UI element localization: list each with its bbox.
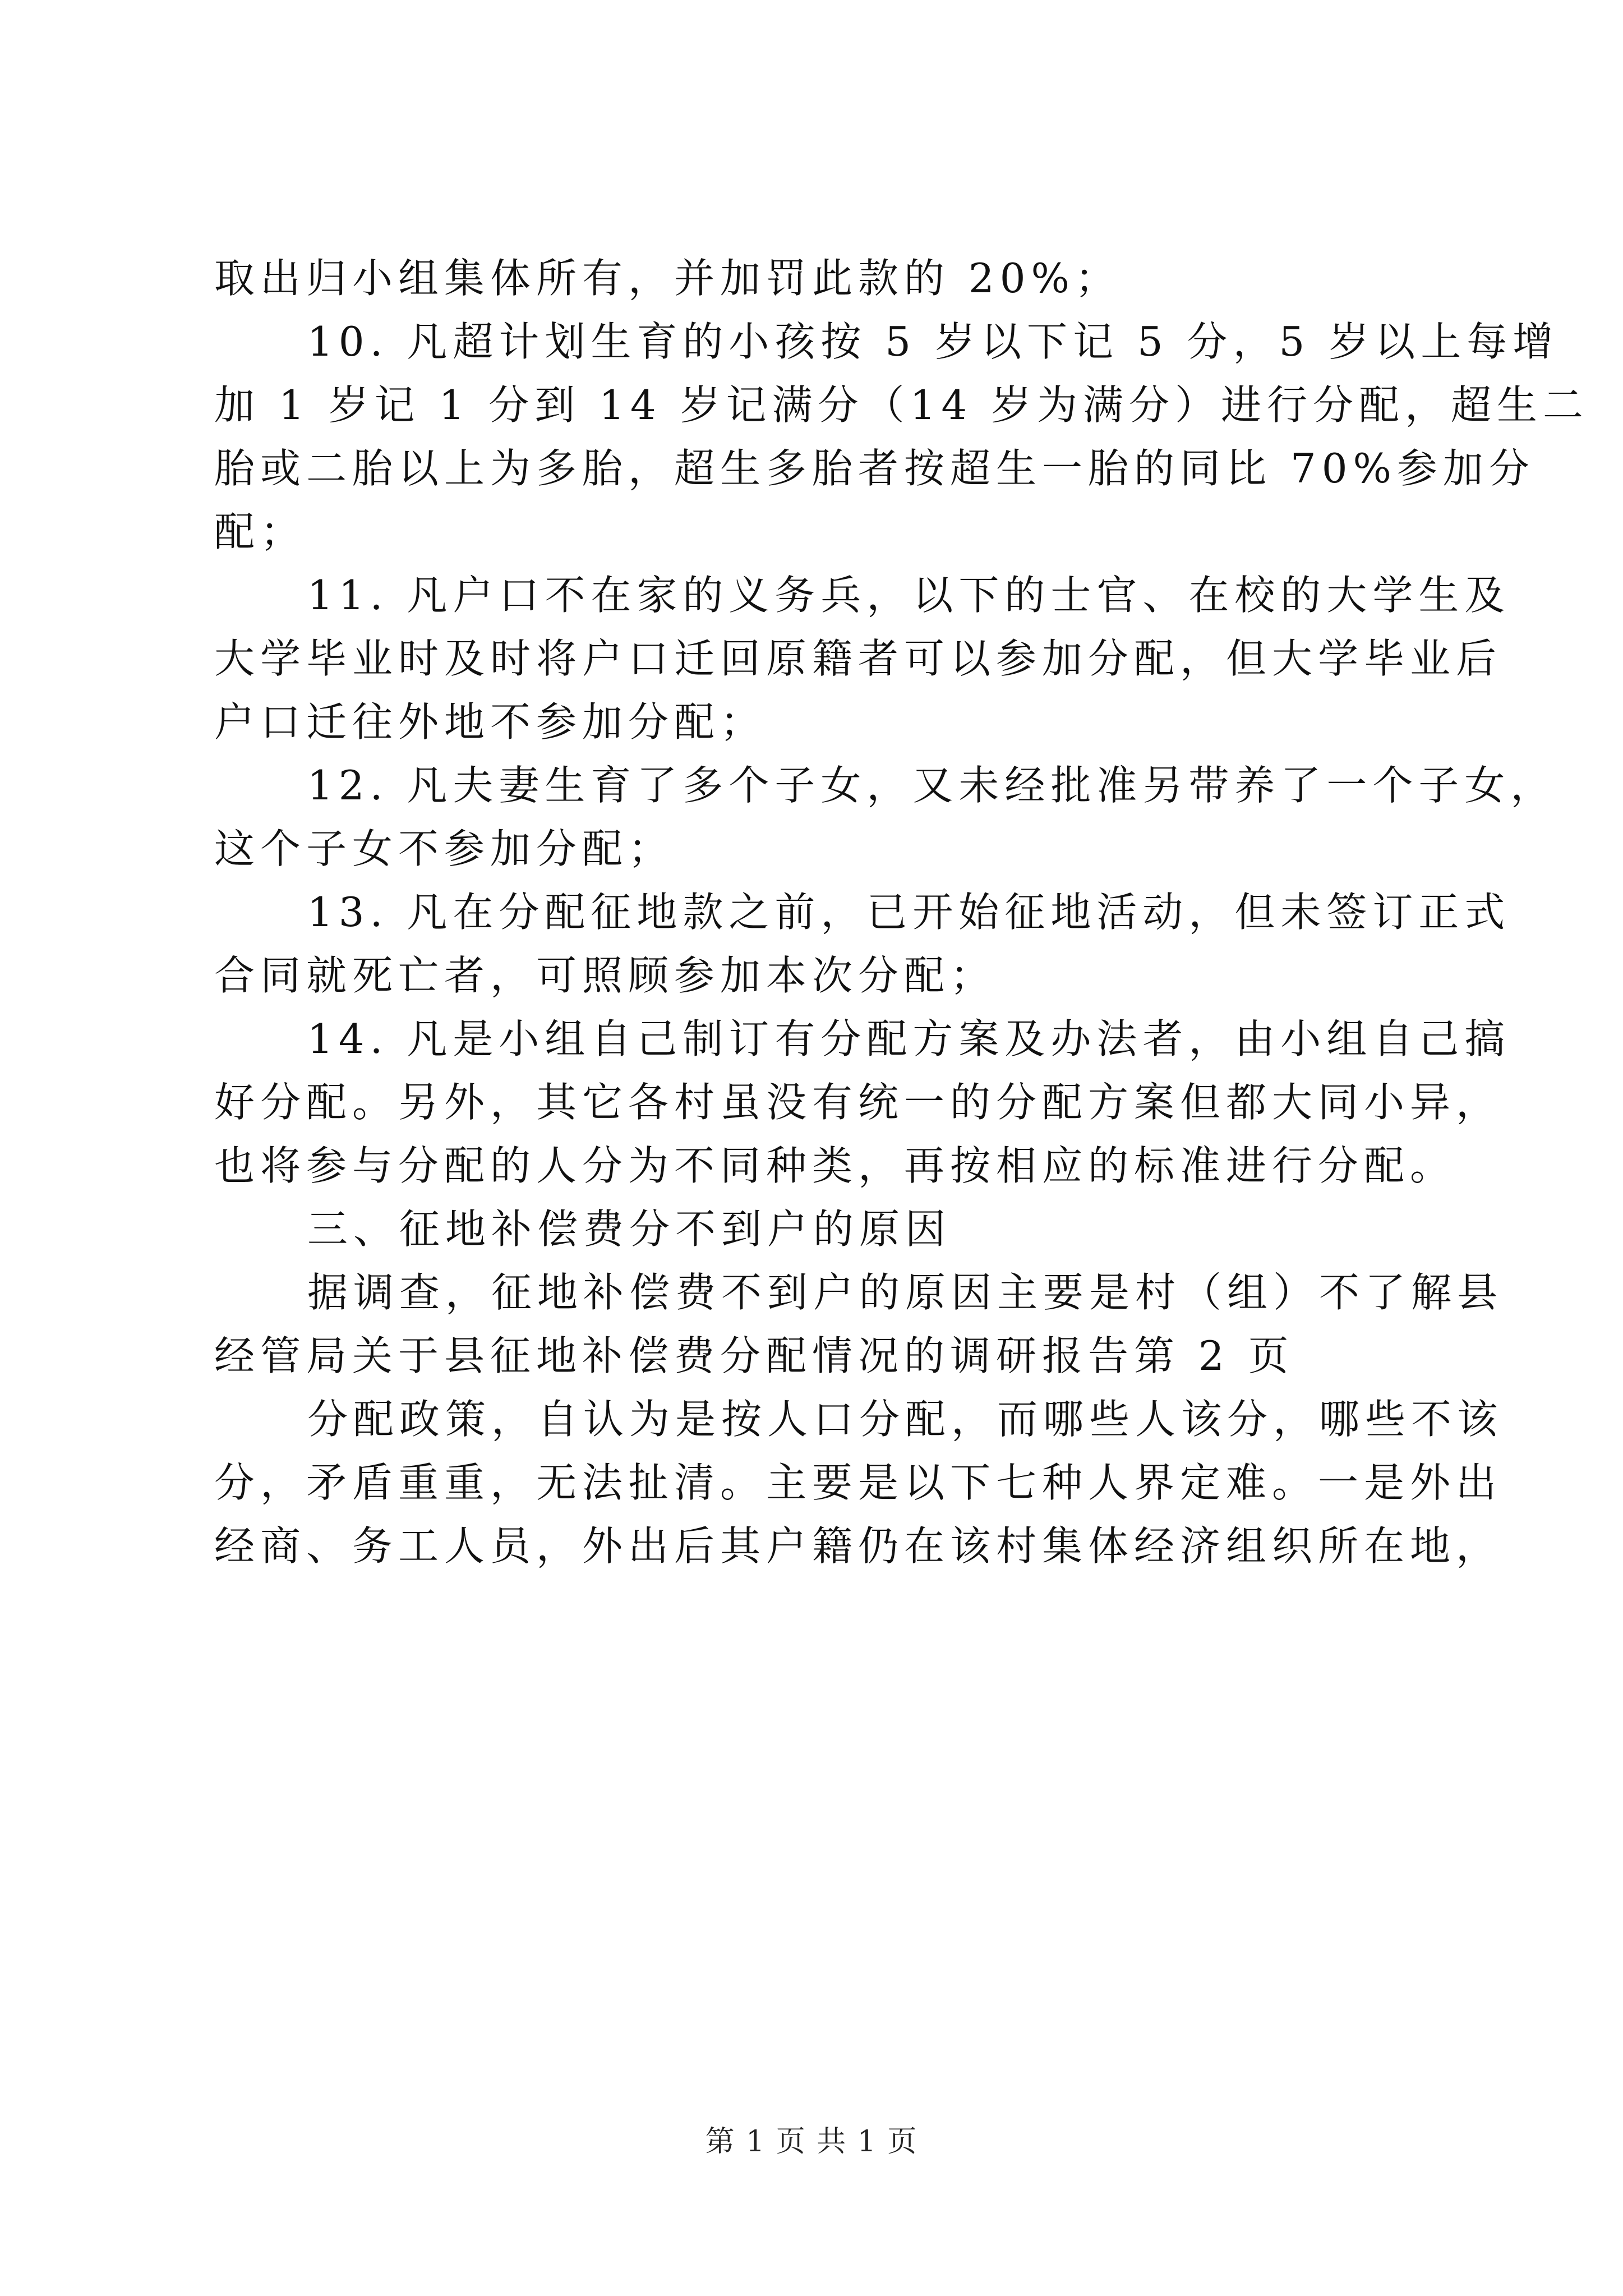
text-line: 这个子女不参加分配； (214, 825, 675, 872)
text-line: 12. 凡夫妻生育了多个子女，又未经批准另带养了一个子女， (307, 762, 1557, 809)
text-line: 13. 凡在分配征地款之前，已开始征地活动，但未签订正式 (307, 889, 1511, 936)
text-line: 户口迁往外地不参加分配； (214, 698, 767, 746)
text-line: 分配政策，自认为是按人口分配，而哪些人该分，哪些不该 (307, 1396, 1504, 1443)
section-heading: 三、征地补偿费分不到户的原因 (307, 1205, 952, 1253)
text-line: 分，矛盾重重，无法扯清。主要是以下七种人界定难。一是外出 (214, 1459, 1502, 1506)
text-line: 合同就死亡者，可照顾参加本次分配； (214, 952, 997, 999)
text-line: 胎或二胎以上为多胎，超生多胎者按超生一胎的同比 70%参加分 (214, 445, 1535, 492)
text-line: 据调查，征地补偿费不到户的原因主要是村（组）不了解县 (307, 1269, 1504, 1316)
text-line: 11. 凡户口不在家的义务兵，以下的士官、在校的大学生及 (307, 572, 1511, 619)
text-line: 经管局关于县征地补偿费分配情况的调研报告第 2 页 (214, 1332, 1294, 1379)
text-line: 加 1 岁记 1 分到 14 岁记满分（14 岁为满分）进行分配，超生二 (214, 381, 1589, 429)
text-line: 取出归小组集体所有，并加罚此款的 20%； (214, 255, 1121, 302)
document-body (214, 247, 1589, 1578)
text-line: 14. 凡是小组自己制订有分配方案及办法者，由小组自己搞 (307, 1015, 1511, 1062)
text-line: 大学毕业时及时将户口迁回原籍者可以参加分配，但大学毕业后 (214, 635, 1502, 682)
text-line: 10. 凡超计划生育的小孩按 5 岁以下记 5 分，5 岁以上每增 (307, 318, 1559, 365)
text-line: 也将参与分配的人分为不同种类，再按相应的标准进行分配。 (214, 1142, 1456, 1189)
page-footer: 第 1 页 共 1 页 (705, 2125, 918, 2159)
text-line: 经商、务工人员，外出后其户籍仍在该村集体经济组织所在地， (214, 1522, 1502, 1570)
text-line: 好分配。另外，其它各村虽没有统一的分配方案但都大同小异， (214, 1079, 1502, 1126)
text-line: 配； (214, 508, 307, 555)
